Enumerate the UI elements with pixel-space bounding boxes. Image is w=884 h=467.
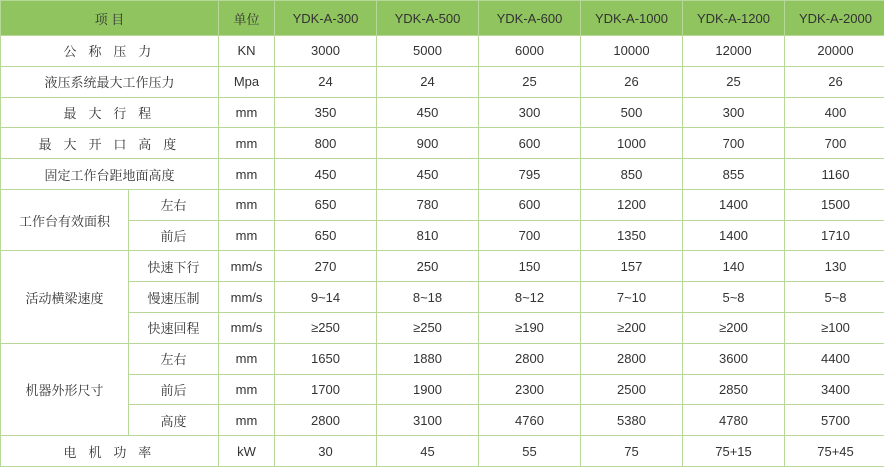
- cell-value: 450: [275, 159, 377, 190]
- row-unit: KN: [219, 36, 275, 67]
- cell-value: 1160: [785, 159, 884, 190]
- cell-value: 4760: [479, 405, 581, 436]
- cell-value: 3600: [683, 343, 785, 374]
- cell-value: 5~8: [683, 282, 785, 313]
- subrow-label: 左右: [129, 189, 219, 220]
- cell-value: 157: [581, 251, 683, 282]
- table-row: [1, 189, 884, 220]
- cell-value: 1200: [581, 189, 683, 220]
- group-label: 工作台有效面积: [1, 189, 129, 251]
- row-unit: mm: [219, 97, 275, 128]
- cell-value: ≥200: [581, 313, 683, 344]
- header-row: [1, 1, 884, 36]
- subrow-label: 前后: [129, 374, 219, 405]
- header-item: 项 目: [1, 1, 219, 36]
- row-label: 最 大 行 程: [1, 97, 219, 128]
- cell-value: 1350: [581, 220, 683, 251]
- table-row: [1, 313, 884, 344]
- cell-value: 1700: [275, 374, 377, 405]
- cell-value: ≥190: [479, 313, 581, 344]
- cell-value: 850: [581, 159, 683, 190]
- row-unit: mm: [219, 374, 275, 405]
- subrow-label: 前后: [129, 220, 219, 251]
- header-model-1: YDK-A-300: [275, 1, 377, 36]
- cell-value: 1000: [581, 128, 683, 159]
- cell-value: 600: [479, 189, 581, 220]
- row-unit: mm: [219, 220, 275, 251]
- row-unit: mm: [219, 159, 275, 190]
- row-unit: mm/s: [219, 251, 275, 282]
- cell-value: 1400: [683, 220, 785, 251]
- table-row: [1, 36, 884, 67]
- cell-value: 1880: [377, 343, 479, 374]
- header-model-3: YDK-A-600: [479, 1, 581, 36]
- row-unit: Mpa: [219, 66, 275, 97]
- table-row: [1, 159, 884, 190]
- cell-value: 1900: [377, 374, 479, 405]
- cell-value: 5700: [785, 405, 884, 436]
- cell-value: 810: [377, 220, 479, 251]
- row-unit: mm: [219, 343, 275, 374]
- table-row: [1, 251, 884, 282]
- row-unit: mm/s: [219, 282, 275, 313]
- cell-value: 150: [479, 251, 581, 282]
- cell-value: ≥250: [275, 313, 377, 344]
- row-label: 固定工作台距地面高度: [1, 159, 219, 190]
- cell-value: 350: [275, 97, 377, 128]
- cell-value: 2800: [581, 343, 683, 374]
- cell-value: 12000: [683, 36, 785, 67]
- cell-value: 3000: [275, 36, 377, 67]
- cell-value: 500: [581, 97, 683, 128]
- cell-value: 3400: [785, 374, 884, 405]
- cell-value: 8~18: [377, 282, 479, 313]
- cell-value: 4780: [683, 405, 785, 436]
- header-model-2: YDK-A-500: [377, 1, 479, 36]
- table-row: [1, 405, 884, 436]
- cell-value: 270: [275, 251, 377, 282]
- cell-value: 24: [377, 66, 479, 97]
- row-label: 液压系统最大工作压力: [1, 66, 219, 97]
- cell-value: 45: [377, 436, 479, 467]
- cell-value: 2850: [683, 374, 785, 405]
- cell-value: 55: [479, 436, 581, 467]
- cell-value: 400: [785, 97, 884, 128]
- group-label: 机器外形尺寸: [1, 343, 129, 435]
- cell-value: 780: [377, 189, 479, 220]
- cell-value: 300: [683, 97, 785, 128]
- row-unit: kW: [219, 436, 275, 467]
- cell-value: 75+15: [683, 436, 785, 467]
- row-label: 公 称 压 力: [1, 36, 219, 67]
- subrow-label: 快速下行: [129, 251, 219, 282]
- cell-value: ≥250: [377, 313, 479, 344]
- cell-value: 140: [683, 251, 785, 282]
- cell-value: 650: [275, 189, 377, 220]
- table-header: [1, 1, 884, 36]
- table-row: [1, 374, 884, 405]
- table-row: [1, 97, 884, 128]
- table-row: [1, 436, 884, 467]
- cell-value: 3100: [377, 405, 479, 436]
- table-body: [1, 36, 884, 467]
- cell-value: 600: [479, 128, 581, 159]
- table-row: [1, 128, 884, 159]
- cell-value: 7~10: [581, 282, 683, 313]
- cell-value: 450: [377, 97, 479, 128]
- table-row: [1, 282, 884, 313]
- cell-value: 8~12: [479, 282, 581, 313]
- cell-value: 5~8: [785, 282, 884, 313]
- row-unit: mm/s: [219, 313, 275, 344]
- cell-value: 1400: [683, 189, 785, 220]
- subrow-label: 左右: [129, 343, 219, 374]
- cell-value: 1500: [785, 189, 884, 220]
- cell-value: 700: [683, 128, 785, 159]
- cell-value: 20000: [785, 36, 884, 67]
- row-label: 最 大 开 口 高 度: [1, 128, 219, 159]
- cell-value: 900: [377, 128, 479, 159]
- cell-value: 75+45: [785, 436, 884, 467]
- cell-value: 700: [785, 128, 884, 159]
- cell-value: 5000: [377, 36, 479, 67]
- group-label: 活动横梁速度: [1, 251, 129, 343]
- table-row: [1, 66, 884, 97]
- cell-value: 2800: [479, 343, 581, 374]
- row-unit: mm: [219, 405, 275, 436]
- cell-value: 650: [275, 220, 377, 251]
- header-unit: 单位: [219, 1, 275, 36]
- cell-value: 26: [581, 66, 683, 97]
- cell-value: 2300: [479, 374, 581, 405]
- cell-value: 1710: [785, 220, 884, 251]
- cell-value: 450: [377, 159, 479, 190]
- cell-value: 30: [275, 436, 377, 467]
- cell-value: ≥200: [683, 313, 785, 344]
- cell-value: 800: [275, 128, 377, 159]
- cell-value: 855: [683, 159, 785, 190]
- table-row: [1, 220, 884, 251]
- cell-value: 2800: [275, 405, 377, 436]
- cell-value: 6000: [479, 36, 581, 67]
- cell-value: 9~14: [275, 282, 377, 313]
- row-unit: mm: [219, 128, 275, 159]
- cell-value: 130: [785, 251, 884, 282]
- cell-value: 1650: [275, 343, 377, 374]
- header-model-5: YDK-A-1200: [683, 1, 785, 36]
- cell-value: 75: [581, 436, 683, 467]
- row-label: 电 机 功 率: [1, 436, 219, 467]
- cell-value: 2500: [581, 374, 683, 405]
- cell-value: 25: [683, 66, 785, 97]
- cell-value: 795: [479, 159, 581, 190]
- header-model-4: YDK-A-1000: [581, 1, 683, 36]
- cell-value: 25: [479, 66, 581, 97]
- cell-value: 5380: [581, 405, 683, 436]
- subrow-label: 快速回程: [129, 313, 219, 344]
- cell-value: 250: [377, 251, 479, 282]
- cell-value: 700: [479, 220, 581, 251]
- cell-value: ≥100: [785, 313, 884, 344]
- cell-value: 26: [785, 66, 884, 97]
- subrow-label: 高度: [129, 405, 219, 436]
- cell-value: 4400: [785, 343, 884, 374]
- table-row: [1, 343, 884, 374]
- row-unit: mm: [219, 189, 275, 220]
- cell-value: 24: [275, 66, 377, 97]
- header-model-6: YDK-A-2000: [785, 1, 884, 36]
- cell-value: 10000: [581, 36, 683, 67]
- cell-value: 300: [479, 97, 581, 128]
- subrow-label: 慢速压制: [129, 282, 219, 313]
